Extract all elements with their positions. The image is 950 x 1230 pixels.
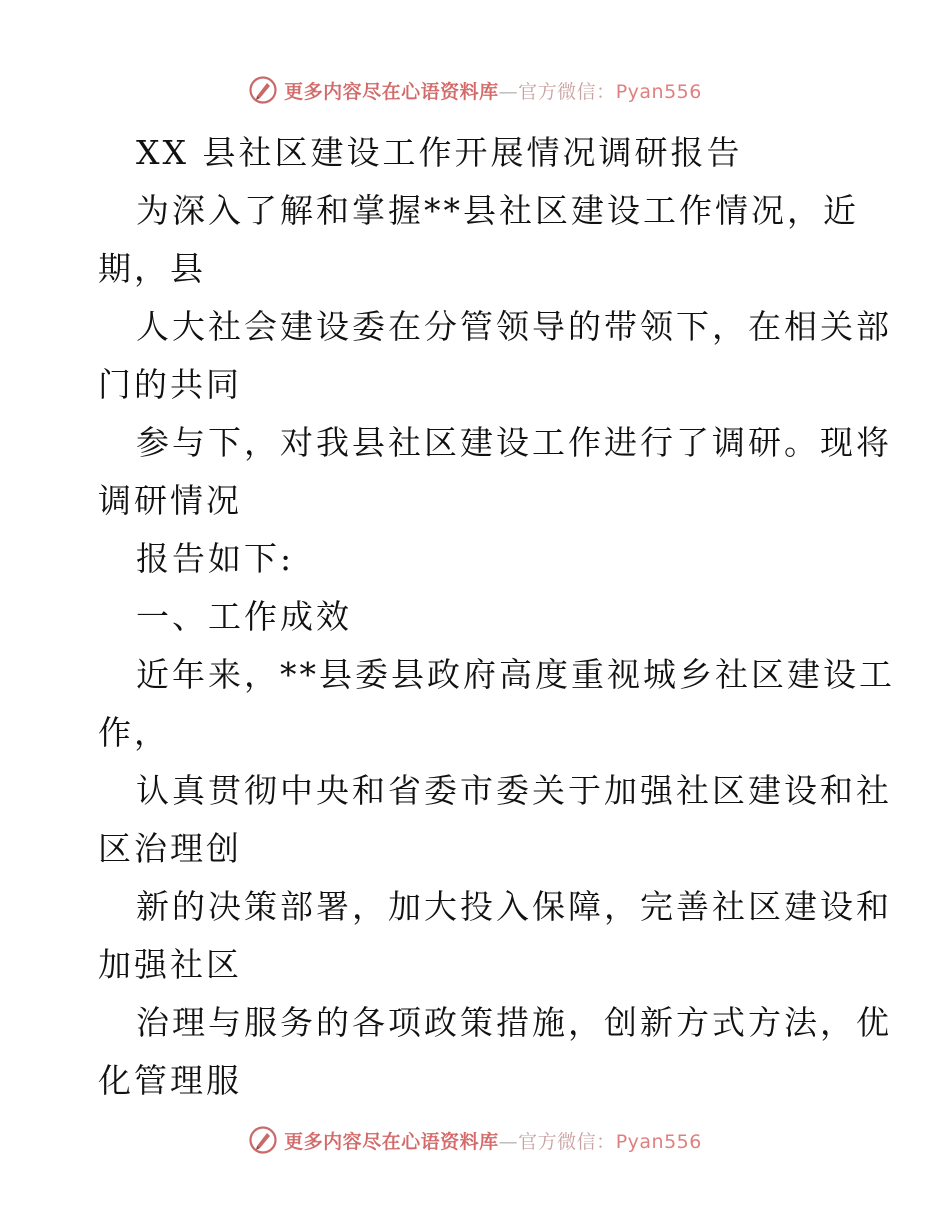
- text-line: 新的决策部署，加大投入保障，完善社区建设和: [136, 887, 892, 926]
- text-line: 治理与服务的各项政策措施，创新方式方法，优: [136, 1003, 892, 1042]
- watermark-separator: —: [498, 80, 519, 103]
- pen-nib-circle-icon: [248, 1125, 278, 1155]
- watermark-wechat-label: 官方微信：: [518, 80, 616, 103]
- text-line: 调研情况: [98, 481, 242, 520]
- watermark-banner-top: [0, 70, 950, 110]
- watermark-wechat-id: Pyan556: [615, 1130, 702, 1153]
- text-line: 化管理服: [98, 1061, 242, 1100]
- watermark-separator: —: [498, 1130, 519, 1153]
- text-line: 近年来，**县委县政府高度重视城乡社区建设工: [136, 655, 895, 694]
- text-line: 报告如下:: [136, 539, 295, 578]
- text-line: 一、工作成效: [136, 597, 352, 636]
- watermark-main-text: 更多内容尽在心语资料库: [284, 1130, 499, 1153]
- text-line: 为深入了解和掌握**县社区建设工作情况，近: [136, 191, 859, 230]
- text-line: XX 县社区建设工作开展情况调研报告: [136, 133, 743, 172]
- text-line: 参与下，对我县社区建设工作进行了调研。现将: [136, 423, 892, 462]
- pen-nib-circle-icon: [248, 75, 278, 105]
- text-line: 人大社会建设委在分管领导的带领下，在相关部: [136, 307, 892, 346]
- text-line: 期，县: [98, 249, 206, 288]
- text-line: 门的共同: [98, 365, 242, 404]
- text-line: 区治理创: [98, 829, 242, 868]
- text-line: 作，: [98, 713, 170, 752]
- text-line: 认真贯彻中央和省委市委关于加强社区建设和社: [136, 771, 892, 810]
- watermark-main-text: 更多内容尽在心语资料库: [284, 80, 499, 103]
- watermark-banner-bottom: [0, 1120, 950, 1160]
- watermark-wechat-label: 官方微信：: [518, 1130, 616, 1153]
- document-body: [98, 124, 895, 1110]
- text-line: 加强社区: [98, 945, 242, 984]
- watermark-wechat-id: Pyan556: [615, 80, 702, 103]
